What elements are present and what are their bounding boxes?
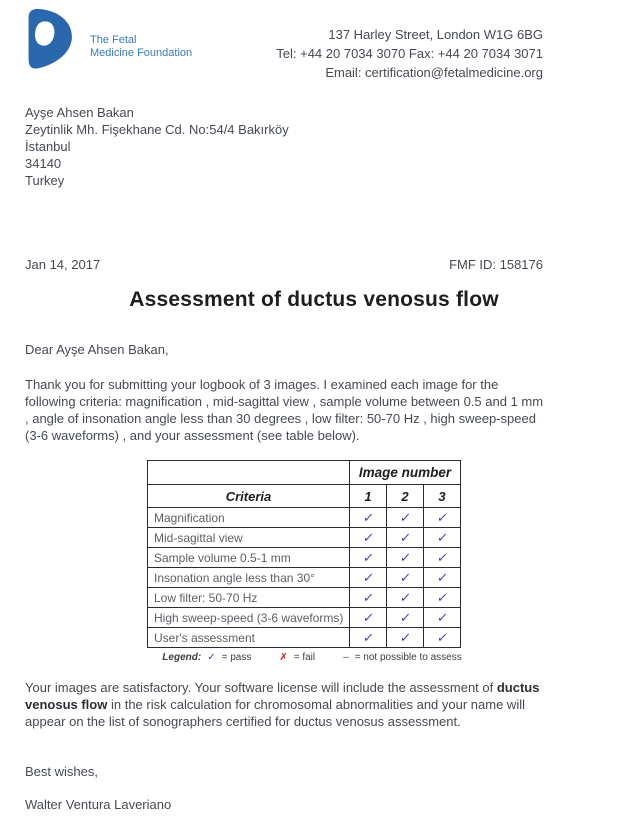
criterion-label: High sweep-speed (3-6 waveforms) (148, 608, 350, 628)
criteria-header: Criteria (148, 485, 350, 508)
result-cell (387, 608, 424, 628)
check-icon: ✓ (398, 609, 412, 625)
fmf-logo (25, 8, 192, 82)
criteria-table-wrap (147, 460, 460, 648)
result-cell (387, 528, 424, 548)
recipient-postcode: 34140 (25, 156, 62, 171)
result-cell (350, 508, 387, 528)
image-col-1: 1 (350, 485, 387, 508)
fmf-logo-line2: Medicine Foundation (90, 47, 193, 59)
meta-row (25, 257, 543, 272)
result-cell (424, 508, 461, 528)
check-icon: ✓ (361, 629, 375, 645)
result-cell (350, 548, 387, 568)
result-cell (424, 548, 461, 568)
image-col-2: 2 (387, 485, 424, 508)
check-icon: ✓ (435, 509, 449, 525)
check-icon: ✓ (361, 589, 375, 605)
recipient-country: Turkey (25, 173, 65, 188)
result-cell (424, 528, 461, 548)
salutation: Dear Ayşe Ahsen Bakan, (25, 342, 169, 357)
table-legend (147, 652, 477, 663)
legend-fail-text: = fail (293, 652, 316, 663)
legend-na-text: = not possible to assess (354, 652, 462, 663)
check-icon: ✓ (398, 589, 412, 605)
sender-name: Walter Ventura Laveriano (25, 797, 172, 812)
check-icon: ✓ (435, 609, 449, 625)
check-icon: ✓ (361, 549, 375, 565)
check-icon: ✓ (398, 529, 412, 545)
fmf-id: FMF ID: 158176 (449, 257, 543, 272)
closing-text-bold: ductus venosus flow (25, 680, 540, 712)
empty-corner-cell (148, 461, 350, 485)
result-cell (387, 588, 424, 608)
check-icon: ✓ (361, 529, 375, 545)
result-cell (350, 608, 387, 628)
closing-salutation: Best wishes, (25, 764, 98, 779)
recipient-street: Zeytinlik Mh. Fişekhane Cd. No:54/4 Bakırköy (25, 122, 289, 137)
criterion-label: Insonation angle less than 30° (148, 568, 350, 588)
criterion-label: User's assessment (148, 628, 350, 648)
table-row (148, 548, 461, 568)
check-icon: ✓ (361, 509, 375, 525)
closing-paragraph (25, 679, 550, 730)
check-icon: ✓ (398, 629, 412, 645)
table-row (148, 568, 461, 588)
check-icon: ✓ (398, 509, 412, 525)
intro-paragraph: Thank you for submitting your logbook of 3 images. I examined each image for the following criteria: magnification , mid-sagittal view , sample volume between 0.5 and 1 mm , angle of insonation angle less than 30 degrees , low filter: 50-70 Hz , high sweep-speed (3-6 waveforms) , and your assessment (see table below). (25, 377, 544, 443)
fmf-logo-icon (25, 8, 75, 69)
table-row (148, 588, 461, 608)
check-icon: ✓ (435, 549, 449, 565)
contact-address: 137 Harley Street, London W1G 6BG (328, 27, 543, 42)
check-icon: ✓ (361, 609, 375, 625)
check-icon: ✓ (398, 549, 412, 565)
table-group-header-row (148, 461, 461, 485)
contact-block (276, 25, 543, 82)
legend-label: Legend: (162, 652, 202, 663)
table-row (148, 528, 461, 548)
recipient-name: Ayşe Ahsen Bakan (25, 105, 134, 120)
result-cell (424, 608, 461, 628)
result-cell (424, 628, 461, 648)
table-row (148, 508, 461, 528)
result-cell (424, 588, 461, 608)
recipient-city: İstanbul (25, 139, 71, 154)
criteria-table (147, 460, 461, 648)
table-column-header-row (148, 485, 461, 508)
result-cell (387, 548, 424, 568)
letter-title: Assessment of ductus venosus flow (129, 288, 499, 311)
contact-telfax: Tel: +44 20 7034 3070 Fax: +44 20 7034 3071 (276, 46, 543, 61)
closing-text-before: Your images are satisfactory. Your software license will include the assessment of (25, 680, 497, 695)
fmf-logo-text (90, 34, 192, 82)
check-icon: ✓ (435, 589, 449, 605)
table-row (148, 628, 461, 648)
result-cell (350, 628, 387, 648)
image-number-header: Image number (350, 461, 461, 485)
letterhead (0, 0, 628, 82)
image-col-3: 3 (424, 485, 461, 508)
check-icon: ✓ (435, 569, 449, 585)
check-icon: ✓ (435, 629, 449, 645)
letter-date: Jan 14, 2017 (25, 257, 101, 272)
fmf-logo-line1: The Fetal (90, 34, 137, 46)
closing-text-after: in the risk calculation for chromosomal abnormalities and your name will appear on the list of sonographers certified for ductus venosus assessment. (25, 697, 525, 729)
criterion-label: Mid-sagittal view (148, 528, 350, 548)
criterion-label: Sample volume 0.5-1 mm (148, 548, 350, 568)
check-icon: ✓ (435, 529, 449, 545)
legend-fail-icon: ✗ (279, 652, 288, 663)
recipient-address (25, 104, 628, 189)
legend-pass-text: = pass (221, 652, 252, 663)
criterion-label: Magnification (148, 508, 350, 528)
table-row (148, 608, 461, 628)
result-cell (387, 628, 424, 648)
criterion-label: Low filter: 50-70 Hz (148, 588, 350, 608)
result-cell (350, 528, 387, 548)
check-icon: ✓ (361, 569, 375, 585)
legend-check-icon: ✓ (207, 652, 216, 663)
contact-email: Email: certification@fetalmedicine.org (325, 65, 543, 80)
result-cell (387, 568, 424, 588)
result-cell (350, 568, 387, 588)
result-cell (387, 508, 424, 528)
legend-na-icon: – (343, 652, 349, 663)
result-cell (424, 568, 461, 588)
result-cell (350, 588, 387, 608)
check-icon: ✓ (398, 569, 412, 585)
